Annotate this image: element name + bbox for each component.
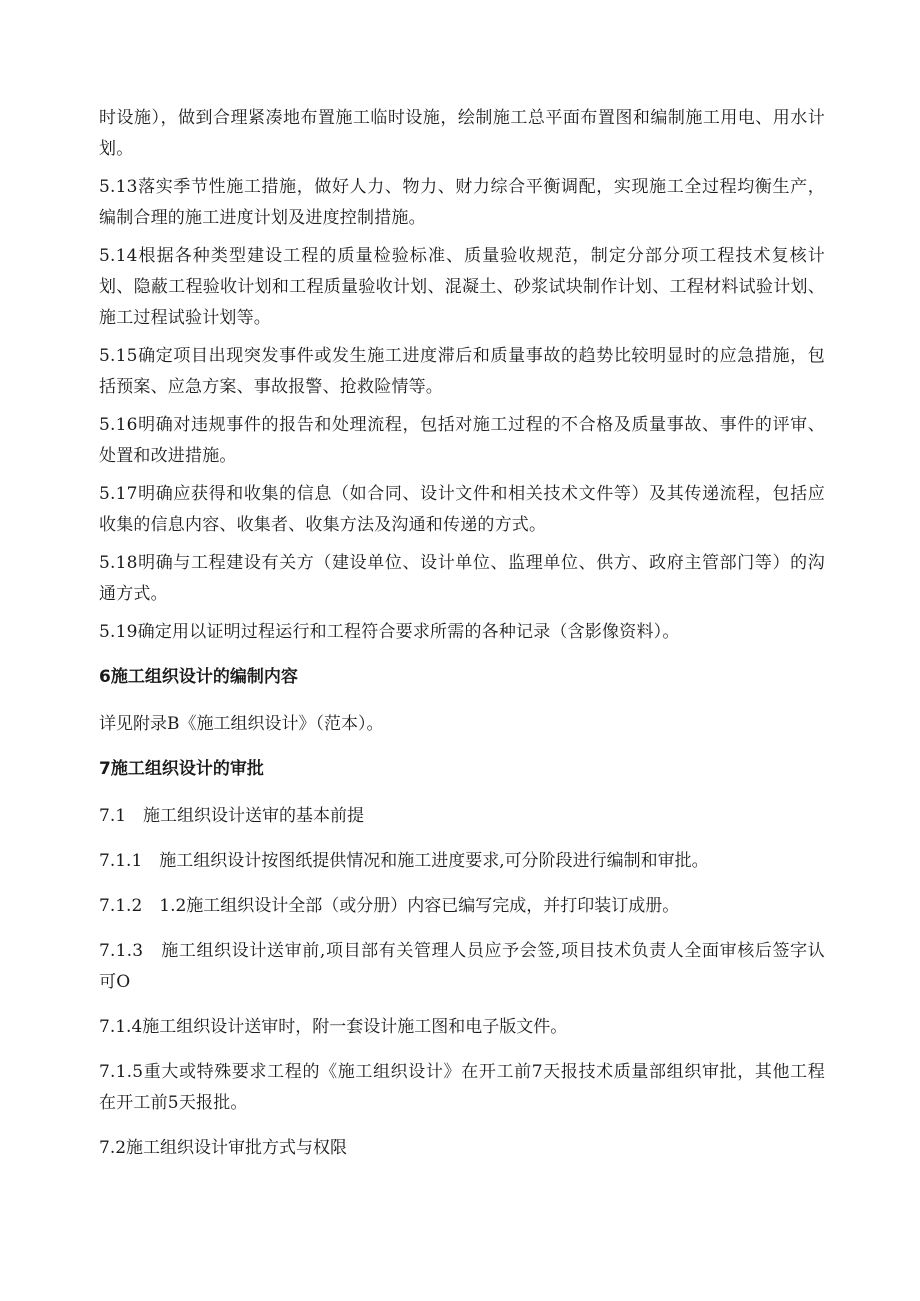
document-page — [99, 103, 825, 1178]
paragraph-5-18: 5.18明确与工程建设有关方（建设单位、设计单位、监理单位、供方、政府主管部门等）的沟通方式。 — [99, 553, 825, 604]
item-7-1-1: 7.1.1 施工组织设计按图纸提供情况和施工进度要求,可分阶段进行编制和审批。 — [99, 851, 709, 871]
paragraph-5-15: 5.15确定项目出现突发事件或发生施工进度滞后和质量事故的趋势比较明显时的应急措施，包括预案、应急方案、事故报警、抢救险情等。 — [99, 346, 825, 397]
item-7-2: 7.2施工组织设计审批方式与权限 — [99, 1138, 348, 1158]
paragraph-5-17: 5.17明确应获得和收集的信息（如合同、设计文件和相关技术文件等）及其传递流程，包括应收集的信息内容、收集者、收集方法及沟通和传递的方式。 — [99, 484, 825, 535]
paragraph-continuation: 时设施），做到合理紧凑地布置施工临时设施，绘制施工总平面布置图和编制施工用电、用水计划。 — [99, 108, 825, 159]
section-7-heading: 7施工组织设计的审批 — [99, 759, 264, 779]
item-7-1: 7.1 施工组织设计送审的基本前提 — [99, 806, 365, 826]
paragraph-5-14: 5.14根据各种类型建设工程的质量检验标准、质量验收规范，制定分部分项工程技术复核计划、隐蔽工程验收计划和工程质量验收计划、混凝土、砂浆试块制作计划、工程材料试验计划、施工过程试验计划等。 — [99, 246, 825, 328]
item-7-1-5: 7.1.5重大或特殊要求工程的《施工组织设计》在开工前7天报技术质量部组织审批，其他工程在开工前5天报批。 — [99, 1062, 825, 1113]
item-7-1-2: 7.1.2 1.2施工组织设计全部（或分册）内容已编写完成，并打印装订成册。 — [99, 896, 680, 916]
section-6-heading: 6施工组织设计的编制内容 — [99, 667, 298, 687]
paragraph-5-13: 5.13落实季节性施工措施，做好人力、物力、财力综合平衡调配，实现施工全过程均衡生产，编制合理的施工进度计划及进度控制措施。 — [99, 177, 825, 228]
paragraph-5-19: 5.19确定用以证明过程运行和工程符合要求所需的各种记录（含影像资料）。 — [99, 622, 680, 642]
paragraph-5-16: 5.16明确对违规事件的报告和处理流程，包括对施工过程的不合格及质量事故、事件的评审、处置和改进措施。 — [99, 415, 825, 466]
item-7-1-3: 7.1.3 施工组织设计送审前,项目部有关管理人员应予会签,项目技术负责人全面审核后签字认可O — [99, 941, 825, 992]
section-6-body: 详见附录B《施工组织设计》（范本）。 — [99, 714, 384, 734]
item-7-1-4: 7.1.4施工组织设计送审时，附一套设计施工图和电子版文件。 — [99, 1017, 568, 1037]
